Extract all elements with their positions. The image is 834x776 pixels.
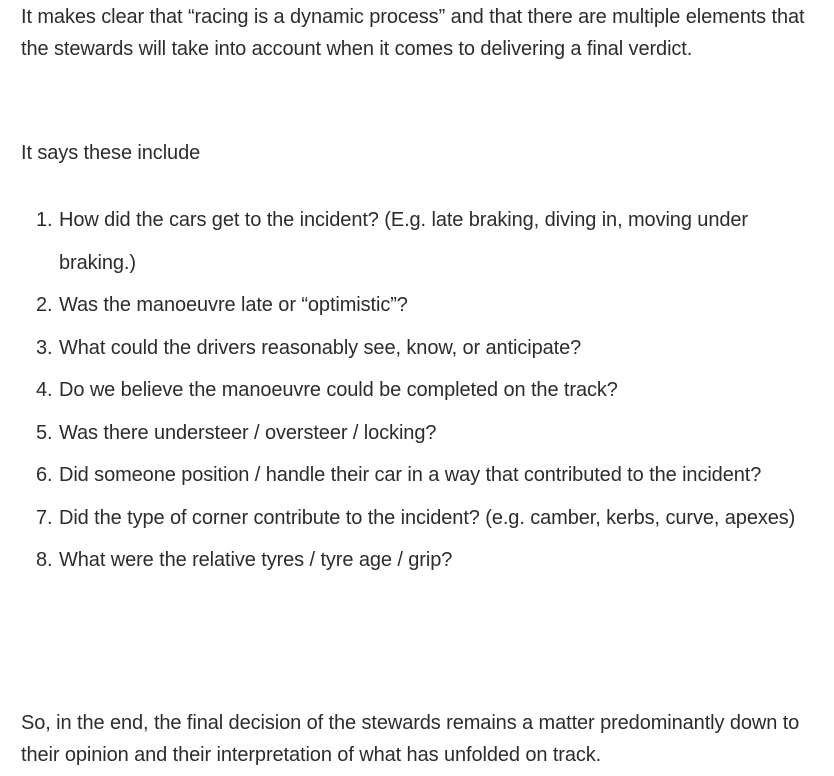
list-item-text: Did someone position / handle their car in a way that contributed to the incident? [59,464,762,486]
list-item [21,539,821,582]
list-item [21,454,821,497]
list-item-text: Was there understeer / oversteer / locking? [59,421,437,444]
list-item-text: What were the relative tyres / tyre age / grip? [59,549,453,571]
list-item-number: 5. [36,421,53,444]
list-item-number: 1. [36,209,53,231]
list-item-number: 8. [36,549,53,571]
list-item [21,327,821,370]
list-item [21,284,821,327]
list-item-text: Did the type of corner contribute to the incident? (e.g. camber, kerbs, curve, apexes) [59,506,796,529]
intro-paragraph: It makes clear that “racing is a dynamic process” and that there are multiple elements that the stewards will take into account when it comes to delivering a final verdict. [21,6,805,60]
list-item-number: 3. [36,336,53,359]
list-item [21,369,821,412]
list-item [21,497,821,540]
conclusion-paragraph: So, in the end, the final decision of the stewards remains a matter predominantly down to their opinion and their interpretation of what has unfolded on track. [21,712,800,766]
list-item-text: How did the cars get to the incident? (E.g. late braking, diving in, moving under braking.) [59,209,748,274]
list-item-number: 7. [36,506,53,529]
list-item [21,412,821,455]
stewards-criteria-list [21,199,821,582]
list-item-text: What could the drivers reasonably see, know, or anticipate? [59,336,582,359]
lead-in-paragraph: It says these include [21,142,201,164]
list-item-text: Was the manoeuvre late or “optimistic”? [59,294,408,316]
list-item-text: Do we believe the manoeuvre could be completed on the track? [59,379,618,401]
list-item-number: 2. [36,294,53,316]
list-item-number: 6. [36,464,53,486]
list-item-number: 4. [36,379,53,401]
list-item [21,199,821,284]
